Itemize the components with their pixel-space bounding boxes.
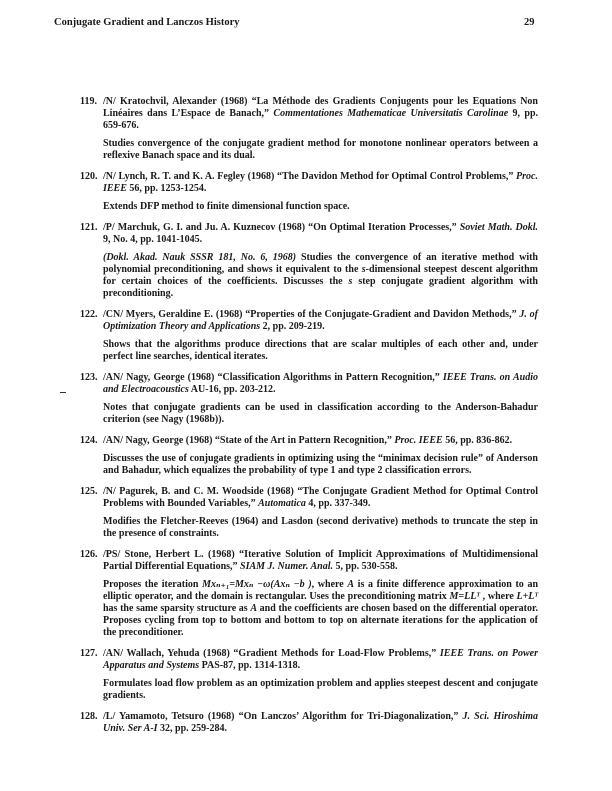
- bibliography-entry: [80, 222, 538, 300]
- entry-citation-segment: 2, pp. 209-219.: [260, 321, 325, 332]
- bibliography-entry: [80, 711, 538, 735]
- bibliography-entry: [80, 96, 538, 162]
- entry-citation-segment: J. of Optimization Theory and Applications: [103, 309, 538, 332]
- entry-citation-segment: 56, pp. 836-862.: [442, 435, 513, 446]
- entry-citation: [103, 648, 538, 672]
- entry-citation-segment: Proc. IEEE: [394, 435, 443, 446]
- entry-annotation-segment: Shows that the algorithms produce directions that are scalar multiples of each other and, under perfect line searches, identical iterates.: [103, 339, 538, 362]
- bibliography-entry: [80, 435, 538, 477]
- entry-annotation-segment: A: [250, 603, 258, 614]
- entry-citation-segment: /AN/ Wallach, Yehuda (1968) “Gradient Methods for Load-Flow Problems,”: [103, 648, 440, 659]
- entry-annotation-segment: Notes that conjugate gradients can be used in classification according to the Anderson-Bahadur criterion (see Nagy (1968b)).: [103, 402, 538, 425]
- entry-annotation-segment: is a finite difference approximation to an elliptic operator, and the domain is rectangular. Uses the preconditioning matrix: [103, 579, 539, 602]
- entry-annotation-segment: Modifies the Fletcher-Reeves (1964) and Lasdon (second derivative) methods to truncate the step in the presence of constraints.: [103, 516, 538, 539]
- entry-annotation-segment: Extends DFP method to finite dimensional function space.: [103, 201, 350, 212]
- entry-citation-segment: Automatica: [258, 498, 306, 509]
- entry-number: 126.: [80, 549, 98, 560]
- entry-annotation: [103, 579, 538, 639]
- entry-citation-segment: IEEE Trans. on Audio and Electroacoustics: [103, 372, 538, 395]
- entry-citation-segment: /P/ Marchuk, G. I. and Ju. A. Kuznecov (1968) “On Optimal Iteration Processes,”: [103, 222, 460, 233]
- entry-citation-segment: /CN/ Myers, Geraldine E. (1968) “Properties of the Conjugate-Gradient and Davidon Methods,”: [103, 309, 520, 320]
- entry-number: 120.: [80, 171, 98, 182]
- bibliography-entry: [80, 648, 538, 702]
- entry-number: 125.: [80, 486, 98, 497]
- entry-citation-segment: PAS-87, pp. 1314-1318.: [199, 660, 301, 671]
- entry-citation-segment: 9, No. 4, pp. 1041-1045.: [103, 234, 203, 245]
- entry-citation-segment: /L/ Yamamoto, Tetsuro (1968) “On Lanczos’ Algorithm for Tri-Diagonalization,”: [103, 711, 463, 722]
- entry-citation-segment: /AN/ Nagy, George (1968) “State of the Art in Pattern Recognition,”: [103, 435, 395, 446]
- entry-citation-segment: /PS/ Stone, Herbert L. (1968) “Iterative Solution of Implicit Approximations of Multidimensional Partial Differential Equations,”: [103, 549, 538, 572]
- entry-annotation-segment: Mxₙ₊₁=Mxₙ −ω(Axₙ −b ): [202, 579, 312, 590]
- entry-annotation-segment: step conjugate gradient algorithm with preconditioning.: [103, 276, 538, 299]
- entry-citation-segment: /N/ Kratochvil, Alexander (1968) “La Méthode des Gradients Conjugents pour les Equations Non Linéaires dans L’Espace de Banach,”: [103, 96, 538, 119]
- entry-annotation: [103, 678, 538, 702]
- entry-annotation: [103, 402, 538, 426]
- running-header-title: Conjugate Gradient and Lanczos History: [54, 17, 240, 28]
- bibliography-list: [80, 96, 538, 744]
- entry-number: 123.: [80, 372, 98, 383]
- entry-number: 122.: [80, 309, 98, 320]
- entry-citation: [103, 171, 538, 195]
- entry-number: 128.: [80, 711, 98, 722]
- bibliography-entry: [80, 486, 538, 540]
- entry-citation-segment: /AN/ Nagy, George (1968) “Classification Algorithms in Pattern Recognition,”: [103, 372, 443, 383]
- entry-annotation-segment: A: [347, 579, 355, 590]
- entry-annotation-segment: Studies convergence of the conjugate gradient method for monotone nonlinear operators between a reflexive Banach space and its dual.: [103, 138, 538, 161]
- entry-number: 124.: [80, 435, 98, 446]
- entry-citation-segment: 4, pp. 337-349.: [305, 498, 371, 509]
- entry-annotation-segment: , where: [311, 579, 348, 590]
- entry-number: 119.: [80, 96, 97, 107]
- entry-citation-segment: J. Sci. Hiroshima Univ. Ser A-I: [103, 711, 538, 734]
- entry-citation-segment: Proc. IEEE: [103, 171, 538, 194]
- bibliography-entry: [80, 309, 538, 363]
- bibliography-entry: [80, 372, 538, 426]
- entry-citation: [103, 486, 538, 510]
- entry-citation: [103, 711, 538, 735]
- entry-annotation-segment: L+Lᵀ: [516, 591, 539, 602]
- entry-annotation: [103, 201, 538, 213]
- entry-annotation: [103, 453, 538, 477]
- page-number: 29: [524, 17, 535, 28]
- entry-annotation-segment: s: [361, 264, 366, 275]
- entry-citation: [103, 222, 538, 246]
- entry-number: 127.: [80, 648, 98, 659]
- entry-citation-segment: Soviet Math. Dokl.: [459, 222, 538, 233]
- entry-annotation-segment: -dimensional steepest descent algorithm for certain choices of the coefficients. Discusses the: [103, 264, 538, 287]
- entry-annotation-segment: , where: [479, 591, 517, 602]
- entry-citation: [103, 96, 538, 132]
- entry-annotation: [103, 138, 538, 162]
- bibliography-entry: [80, 549, 538, 639]
- margin-mark: [60, 392, 66, 393]
- entry-citation-segment: Commentationes Mathematicae Universitatis Carolinae: [273, 108, 509, 119]
- entry-annotation-segment: Studies the convergence of an iterative method with polynomial preconditioning, and shows it equivalent to the: [103, 252, 538, 275]
- entry-citation-segment: /N/ Lynch, R. T. and K. A. Fegley (1968) “The Davidon Method for Optimal Control Problems,”: [103, 171, 517, 182]
- entry-annotation-segment: M=LLᵀ: [449, 591, 480, 602]
- entry-citation-segment: 5, pp. 530-558.: [333, 561, 398, 572]
- entry-citation-segment: 32, pp. 259-284.: [157, 723, 227, 734]
- entry-annotation-segment: Discusses the use of conjugate gradients in optimizing using the “minimax decision rule” of Anderson and Bahadur, which equalizes the probability of type 1 and type 2 classification errors.: [103, 453, 538, 476]
- entry-number: 121.: [80, 222, 98, 233]
- entry-citation-segment: IEEE Trans. on Power Apparatus and Systems: [103, 648, 538, 671]
- entry-annotation: [103, 339, 538, 363]
- entry-citation: [103, 435, 538, 447]
- entry-citation: [103, 372, 538, 396]
- entry-citation: [103, 549, 538, 573]
- entry-annotation: [103, 516, 538, 540]
- bibliography-entry: [80, 171, 538, 213]
- entry-annotation-segment: (Dokl. Akad. Nauk SSSR 181, No. 6, 1968): [103, 252, 297, 263]
- entry-citation-segment: 9, pp. 659-676.: [103, 108, 539, 131]
- entry-citation-segment: AU-16, pp. 203-212.: [188, 384, 276, 395]
- entry-citation: [103, 309, 538, 333]
- entry-annotation: [103, 252, 538, 300]
- entry-citation-segment: SIAM J. Numer. Anal.: [240, 561, 334, 572]
- entry-citation-segment: /N/ Pagurek, B. and C. M. Woodside (1968) “The Conjugate Gradient Method for Optimal Control Problems with Bounded Variables,”: [103, 486, 538, 509]
- entry-annotation-segment: and the coefficients are chosen based on the differential operator. Proposes cycling from top to bottom and bottom to top on alternate iterations for the application of the preconditioner.: [103, 603, 538, 638]
- entry-annotation-segment: Formulates load flow problem as an optimization problem and applies steepest descent and conjugate gradients.: [103, 678, 538, 701]
- entry-annotation-segment: s: [348, 276, 353, 287]
- entry-annotation-segment: has the same sparsity structure as: [103, 603, 251, 614]
- entry-annotation-segment: Proposes the iteration: [103, 579, 203, 590]
- entry-citation-segment: 56, pp. 1253-1254.: [126, 183, 207, 194]
